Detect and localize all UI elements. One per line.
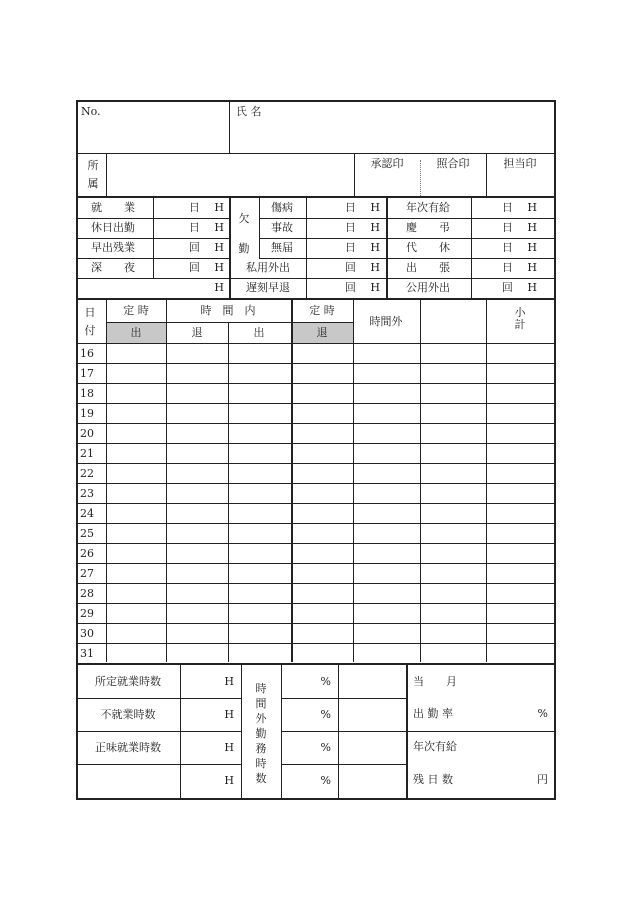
horizontal-rule	[281, 764, 406, 765]
day-number: 26	[80, 547, 94, 560]
horizontal-rule	[76, 764, 241, 765]
horizontal-rule	[76, 363, 556, 364]
summary-left-unit: 日 H	[188, 221, 224, 234]
summary-mid-unit: 日 H	[344, 221, 380, 234]
summary-right-unit: 日 H	[501, 241, 537, 254]
summary-left-unit: H	[214, 281, 224, 294]
vertical-rule	[486, 153, 487, 196]
day-number: 18	[80, 387, 94, 400]
in-label: 出	[253, 326, 265, 339]
horizontal-rule	[76, 563, 556, 564]
summary-left-label: 深 夜	[91, 261, 135, 274]
out-label: 退	[316, 326, 328, 339]
vertical-rule	[106, 300, 107, 662]
day-number: 28	[80, 587, 94, 600]
absence-type-label: 無届	[271, 241, 293, 254]
summary-right-label: 代 休	[406, 241, 450, 254]
horizontal-rule	[229, 278, 259, 279]
horizontal-rule	[76, 196, 556, 198]
vertical-rule	[229, 100, 230, 153]
summary-right-label: 年次有給	[406, 201, 450, 214]
horizontal-rule	[76, 583, 556, 584]
scheduled-time-label: 定 時	[123, 304, 149, 317]
day-number: 24	[80, 507, 94, 520]
vertical-rule	[291, 300, 293, 662]
vertical-rule	[228, 322, 229, 662]
vertical-rule	[471, 198, 472, 298]
footer-row-label: 所定就業時数	[95, 675, 161, 688]
scheduled-time-label-2: 定 時	[309, 304, 335, 317]
summary-left-label: 早出残業	[91, 241, 135, 254]
name-label: 氏 名	[236, 105, 262, 118]
horizontal-rule	[76, 383, 556, 384]
horizontal-rule	[106, 322, 353, 323]
day-number: 19	[80, 407, 94, 420]
paid-leave-label: 年次有給	[413, 740, 457, 753]
day-number: 16	[80, 347, 94, 360]
horizontal-rule	[76, 278, 229, 279]
vertical-rule	[229, 198, 231, 298]
summary-mid-unit: 日 H	[344, 241, 380, 254]
horizontal-rule	[76, 798, 556, 800]
horizontal-rule	[76, 483, 556, 484]
date-label: 日付	[84, 306, 96, 337]
horizontal-rule	[76, 643, 556, 644]
attendance-rate-label: 出 勤 率	[413, 707, 453, 720]
summary-mid-unit: 回 H	[344, 261, 380, 274]
summary-left-label: 休日出勤	[91, 221, 135, 234]
day-number: 31	[80, 647, 94, 660]
footer-percent-unit: %	[320, 774, 331, 787]
footer-hour-unit: H	[224, 741, 234, 754]
vertical-rule	[153, 198, 154, 278]
horizontal-rule	[76, 731, 241, 732]
vertical-rule	[554, 100, 556, 800]
day-number: 30	[80, 627, 94, 640]
stamp-clerk-label: 担当印	[503, 157, 537, 170]
day-number: 25	[80, 527, 94, 540]
horizontal-rule	[76, 423, 556, 424]
horizontal-rule	[76, 298, 556, 300]
footer-row-label: 不就業時数	[100, 708, 156, 721]
summary-left-label: 就 業	[91, 201, 135, 214]
vertical-rule	[166, 300, 167, 662]
dept-label: 所属	[87, 159, 99, 190]
vertical-rule	[420, 300, 421, 662]
absence-label: 欠勤	[238, 212, 250, 255]
vertical-rule	[259, 198, 260, 258]
horizontal-rule	[281, 698, 406, 699]
summary-right-label: 公用外出	[406, 281, 450, 294]
remaining-days-unit: 円	[537, 773, 548, 786]
horizontal-rule	[76, 503, 556, 504]
no-label: No.	[81, 105, 101, 118]
stamp-approval-label: 承認印	[370, 157, 404, 170]
footer-row-label: 正味就業時数	[95, 741, 161, 754]
vertical-rule	[354, 153, 355, 196]
horizontal-rule	[259, 238, 386, 239]
vertical-rule	[386, 198, 388, 298]
summary-right-unit: 日 H	[501, 221, 537, 234]
out-label: 退	[191, 326, 203, 339]
stamp-check-label: 照合印	[436, 157, 470, 170]
footer-hour-unit: H	[224, 774, 234, 787]
horizontal-rule	[76, 463, 556, 464]
vertical-rule	[76, 100, 78, 800]
in-label: 出	[130, 326, 142, 339]
attendance-rate-unit: %	[537, 707, 548, 720]
summary-mid-label: 遅刻早退	[246, 281, 290, 294]
day-number: 23	[80, 487, 94, 500]
dotted-divider	[420, 160, 421, 196]
footer-hour-unit: H	[224, 708, 234, 721]
horizontal-rule	[76, 603, 556, 604]
day-number: 29	[80, 607, 94, 620]
overtime-label: 時間外	[369, 315, 403, 328]
footer-percent-unit: %	[320, 741, 331, 754]
summary-mid-label: 私用外出	[246, 261, 290, 274]
vertical-rule	[106, 153, 107, 196]
summary-left-unit: 回 H	[188, 261, 224, 274]
overtime-hours-label: 時間外勤務時数	[255, 682, 267, 785]
horizontal-rule	[76, 543, 556, 544]
day-number: 22	[80, 467, 94, 480]
horizontal-rule	[76, 443, 556, 444]
horizontal-rule	[76, 343, 556, 344]
vertical-rule	[241, 665, 242, 798]
horizontal-rule	[76, 523, 556, 524]
summary-right-unit: 日 H	[501, 201, 537, 214]
horizontal-rule	[281, 731, 406, 732]
day-number: 20	[80, 427, 94, 440]
summary-left-unit: 回 H	[188, 241, 224, 254]
footer-percent-unit: %	[320, 708, 331, 721]
horizontal-rule	[76, 663, 556, 665]
horizontal-rule	[76, 153, 556, 154]
day-number: 17	[80, 367, 94, 380]
summary-right-unit: 回 H	[501, 281, 537, 294]
summary-left-unit: 日 H	[188, 201, 224, 214]
horizontal-rule	[259, 278, 386, 279]
summary-right-unit: 日 H	[501, 261, 537, 274]
vertical-rule	[353, 300, 354, 662]
day-number: 21	[80, 447, 94, 460]
summary-mid-unit: 回 H	[344, 281, 380, 294]
horizontal-rule	[76, 698, 241, 699]
within-hours-label: 時 間 内	[200, 304, 256, 317]
subtotal-label: 小計	[514, 306, 526, 331]
horizontal-rule	[406, 731, 554, 732]
horizontal-rule	[76, 403, 556, 404]
absence-type-label: 傷病	[271, 201, 293, 214]
footer-hour-unit: H	[224, 675, 234, 688]
summary-right-label: 出 張	[406, 261, 450, 274]
timesheet-form	[76, 100, 556, 800]
footer-percent-unit: %	[320, 675, 331, 688]
summary-mid-unit: 日 H	[344, 201, 380, 214]
horizontal-rule	[259, 258, 386, 259]
summary-right-label: 慶 弔	[406, 221, 450, 234]
absence-type-label: 事故	[271, 221, 293, 234]
horizontal-rule	[76, 100, 556, 102]
day-number: 27	[80, 567, 94, 580]
current-month-label: 当 月	[413, 675, 457, 688]
remaining-days-label: 残 日 数	[413, 773, 453, 786]
vertical-rule	[486, 300, 487, 662]
horizontal-rule	[259, 218, 386, 219]
horizontal-rule	[76, 623, 556, 624]
vertical-rule	[306, 198, 307, 298]
